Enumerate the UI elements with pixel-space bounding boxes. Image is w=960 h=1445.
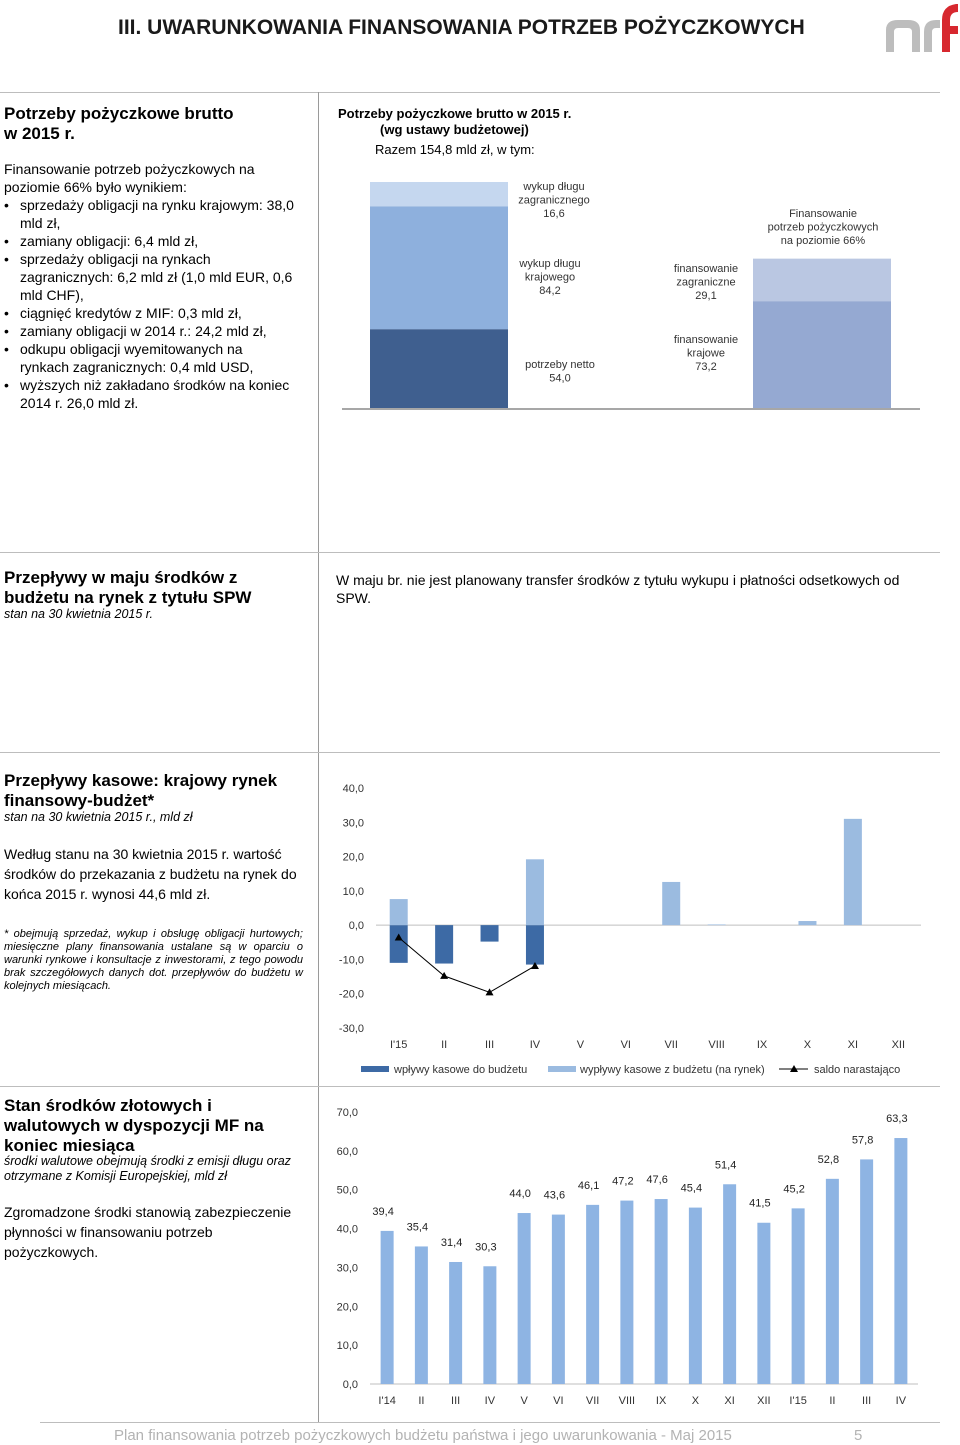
gross-borrowing-chart xyxy=(340,170,930,420)
y-tick-label: 50,0 xyxy=(336,1184,358,1197)
funds-text: Zgromadzone środki stanowią zabezpieczenie płynności w finansowaniu potrzeb pożyczkowych. xyxy=(4,1204,292,1260)
y-tick-label: -20,0 xyxy=(338,988,364,1001)
x-tick-label: XII xyxy=(891,1039,906,1051)
x-tick-label: III xyxy=(484,1039,495,1051)
legend-swatch-outflow xyxy=(548,1066,576,1072)
column-divider xyxy=(318,92,319,1422)
x-tick-label: IV xyxy=(529,1039,541,1051)
list-item: • zamiany obligacji w 2014 r.: 24,2 mld zł, xyxy=(4,322,294,340)
bar-segment-domestic-redemption xyxy=(370,206,508,329)
label-domestic-financing: krajowe xyxy=(687,347,725,360)
bar-inflow xyxy=(390,925,408,963)
bar-inflow xyxy=(435,925,453,963)
bar-value-label: 45,2 xyxy=(783,1183,805,1196)
bar-outflow xyxy=(708,924,726,925)
saldo-line xyxy=(399,937,535,992)
bar-value-label: 52,8 xyxy=(817,1153,840,1166)
y-tick-label: 30,0 xyxy=(342,817,364,830)
bar-value-label: 39,4 xyxy=(372,1205,394,1218)
bar-value-label: 63,3 xyxy=(886,1113,908,1126)
bar-outflow xyxy=(798,921,816,925)
footer-title: Plan finansowania potrzeb pożyczkowych budżetu państwa i jego uwarunkowania - Maj 2015 xyxy=(114,1427,732,1444)
page-number: 5 xyxy=(854,1427,863,1444)
y-tick-label: -30,0 xyxy=(338,1023,364,1035)
list-item: • ciągnięć kredytów z MIF: 0,3 mld zł, xyxy=(4,304,294,322)
x-tick-label: V xyxy=(520,1395,528,1407)
x-tick-label: III xyxy=(451,1395,461,1407)
bar-value-label: 41,5 xyxy=(749,1197,771,1210)
bar-funds xyxy=(723,1184,736,1384)
y-tick-label: 10,0 xyxy=(336,1340,358,1353)
y-tick-label: -10,0 xyxy=(338,954,364,967)
bar-value-label: 57,8 xyxy=(851,1134,874,1147)
label-domestic-redemption: wykup długu xyxy=(519,258,581,270)
bar-value-label: 31,4 xyxy=(440,1236,463,1249)
bar-segment-foreign-financing xyxy=(753,259,891,301)
list-item: • sprzedaży obligacji na rynku krajowym: 38,0 mld zł, xyxy=(4,196,294,232)
x-tick-label: VI xyxy=(553,1395,564,1407)
x-tick-label: VII xyxy=(664,1039,678,1051)
cash-flows-chart xyxy=(326,772,926,1082)
x-tick-label: IX xyxy=(756,1039,768,1051)
footer-divider xyxy=(40,1422,940,1423)
section-divider xyxy=(0,1086,940,1087)
bar-value-label: 47,6 xyxy=(646,1174,668,1187)
section-divider xyxy=(0,552,940,553)
y-tick-label: 0,0 xyxy=(342,1379,358,1391)
x-tick-label: IV xyxy=(484,1395,496,1407)
x-tick-label: XI xyxy=(724,1395,735,1407)
legend-swatch-inflow xyxy=(361,1066,389,1072)
section-heading-gross-needs: Potrzeby pożyczkowe brutto w 2015 r. xyxy=(4,104,234,143)
section-heading-may-flows: Przepływy w maju środków z budżetu na rynek z tytułu SPW xyxy=(4,568,252,607)
legend-label-outflow: wypływy kasowe z budżetu (na rynek) xyxy=(580,1064,765,1076)
bar-funds xyxy=(415,1246,428,1384)
label-financing-title: potrzeb pożyczkowych xyxy=(767,221,879,234)
bar-value-label: 44,0 xyxy=(509,1188,531,1201)
bar-outflow xyxy=(390,899,408,925)
bar-segment-domestic-financing xyxy=(753,301,891,408)
x-tick-label: V xyxy=(576,1039,585,1051)
list-item: • zamiany obligacji: 6,4 mld zł, xyxy=(4,232,294,250)
y-tick-label: 0,0 xyxy=(348,920,364,933)
cash-flow-footnote: * obejmują sprzedaż, wykup i obsługę obligacji hurtowych; miesięczne plany finansowania ustalane są w oparciu o warunki rynkowe i konsultacje z inwestorami, z tego powodu brak szczegółowych danych dot. przepływów do budżetu w kolejnych miesiącach. xyxy=(4,928,303,992)
x-tick-label: III xyxy=(862,1395,872,1407)
bar-funds xyxy=(894,1138,907,1384)
bar-value-label: 30,3 xyxy=(475,1241,497,1254)
bar-funds xyxy=(757,1223,770,1384)
label-domestic-redemption: 84,2 xyxy=(539,285,561,297)
bar-inflow xyxy=(481,925,499,941)
bar-value-label: 35,4 xyxy=(406,1221,429,1234)
bar-outflow xyxy=(662,882,680,925)
x-tick-label: I'14 xyxy=(378,1395,396,1407)
bar-inflow xyxy=(526,925,544,964)
bar-value-label: 46,1 xyxy=(577,1179,600,1192)
x-tick-label: I'15 xyxy=(390,1039,408,1051)
section-intro-text: Finansowanie potrzeb pożyczkowych na poziomie 66% było wynikiem: xyxy=(4,161,255,195)
page-header-title: III. UWARUNKOWANIA FINANSOWANIA POTRZEB POŻYCZKOWYCH xyxy=(118,16,805,39)
y-tick-label: 30,0 xyxy=(336,1262,358,1275)
bar-funds xyxy=(620,1201,633,1384)
y-tick-label: 40,0 xyxy=(336,1223,358,1236)
x-tick-label: X xyxy=(691,1395,700,1407)
bar-segment-net-needs xyxy=(370,329,508,408)
y-tick-label: 20,0 xyxy=(336,1301,358,1314)
bar-funds xyxy=(518,1213,531,1384)
x-tick-label: II xyxy=(441,1039,448,1051)
bar-funds xyxy=(792,1208,805,1384)
bar-value-label: 45,4 xyxy=(680,1182,703,1195)
x-tick-label: X xyxy=(803,1039,812,1051)
y-tick-label: 10,0 xyxy=(342,885,364,898)
label-foreign-redemption: 16,6 xyxy=(543,208,565,220)
bar-funds xyxy=(449,1262,462,1384)
x-tick-label: VII xyxy=(585,1395,600,1407)
label-foreign-redemption: wykup długu xyxy=(523,181,585,193)
section-date-note: stan na 30 kwietnia 2015 r. xyxy=(4,607,153,621)
bar-funds xyxy=(381,1231,394,1384)
y-tick-label: 60,0 xyxy=(336,1145,358,1158)
x-tick-label: II xyxy=(418,1395,425,1407)
bar-value-label: 47,2 xyxy=(612,1175,634,1188)
x-tick-label: IV xyxy=(895,1395,907,1407)
list-item: • sprzedaży obligacji na rynkach zagranicznych: 6,2 mld zł (1,0 mld EUR, 0,6 mld CHF), xyxy=(4,250,294,304)
funds-balance-chart xyxy=(326,1100,926,1410)
y-tick-label: 70,0 xyxy=(336,1107,358,1119)
bar-value-label: 51,4 xyxy=(714,1159,737,1172)
label-financing-title: na poziomie 66% xyxy=(780,235,866,247)
ministry-logo xyxy=(884,2,960,56)
legend-label-saldo: saldo narastająco xyxy=(814,1064,901,1076)
label-foreign-financing: zagraniczne xyxy=(676,276,736,289)
chart1-subtitle: (wg ustawy budżetowej) xyxy=(380,122,529,137)
bar-funds xyxy=(826,1179,839,1384)
bar-outflow xyxy=(844,819,862,925)
legend-label-inflow: wpływy kasowe do budżetu xyxy=(394,1064,528,1076)
section-divider xyxy=(0,752,940,753)
label-net-needs: potrzeby netto xyxy=(525,359,595,371)
bar-funds xyxy=(552,1215,565,1384)
label-foreign-financing: 29,1 xyxy=(695,290,717,302)
x-tick-label: VI xyxy=(620,1039,631,1051)
label-domestic-financing: finansowanie xyxy=(673,334,739,346)
x-tick-label: II xyxy=(829,1395,836,1407)
bar-funds xyxy=(586,1205,599,1384)
label-foreign-financing: finansowanie xyxy=(673,263,739,275)
list-item: • odkupu obligacji wyemitowanych na rynkach zagranicznych: 0,4 mld USD, xyxy=(4,340,294,376)
bar-funds xyxy=(689,1208,702,1384)
label-foreign-redemption: zagranicznego xyxy=(518,194,590,207)
bar-funds xyxy=(655,1199,668,1384)
cash-flow-text: Według stanu na 30 kwietnia 2015 r. wartość środków do przekazania z budżetu na rynek do końca 2015 r. wynosi 44,6 mld zł. xyxy=(4,846,297,902)
y-tick-label: 20,0 xyxy=(342,851,364,864)
header-divider xyxy=(0,92,940,93)
label-domestic-redemption: krajowego xyxy=(524,271,576,284)
bar-segment-foreign-redemption xyxy=(370,182,508,206)
label-domestic-financing: 73,2 xyxy=(695,361,717,373)
bar-funds xyxy=(860,1159,873,1384)
chart1-title: Potrzeby pożyczkowe brutto w 2015 r. xyxy=(338,106,572,121)
x-tick-label: XII xyxy=(757,1395,771,1407)
x-tick-label: IX xyxy=(655,1395,667,1407)
label-financing-title: Finansowanie xyxy=(789,208,857,220)
funds-note: środki walutowe obejmują środki z emisji długu oraz otrzymane z Komisji Europejskiej, mld zł xyxy=(4,1154,291,1183)
financing-bullet-list xyxy=(4,196,294,412)
section-heading-cash-flows: Przepływy kasowe: krajowy rynek finansowy-budżet* xyxy=(4,771,278,810)
bar-value-label: 43,6 xyxy=(543,1189,566,1202)
may-transfer-text: W maju br. nie jest planowany transfer środków z tytułu wykupu i płatności odsetkowych od SPW. xyxy=(336,572,900,606)
x-tick-label: VIII xyxy=(708,1039,725,1051)
bar-outflow xyxy=(526,859,544,925)
y-tick-label: 40,0 xyxy=(342,783,364,795)
section-heading-funds: Stan środków złotowych i walutowych w dyspozycji MF na koniec miesiąca xyxy=(4,1096,264,1155)
section-date-note: stan na 30 kwietnia 2015 r., mld zł xyxy=(4,810,193,824)
x-tick-label: XI xyxy=(847,1039,859,1051)
chart1-total: Razem 154,8 mld zł, w tym: xyxy=(375,142,535,157)
x-tick-label: I'15 xyxy=(789,1395,807,1407)
bar-funds xyxy=(483,1266,496,1384)
list-item: • wyższych niż zakładano środków na koniec 2014 r. 26,0 mld zł. xyxy=(4,376,294,412)
x-tick-label: VIII xyxy=(618,1395,636,1407)
label-net-needs: 54,0 xyxy=(549,372,571,385)
